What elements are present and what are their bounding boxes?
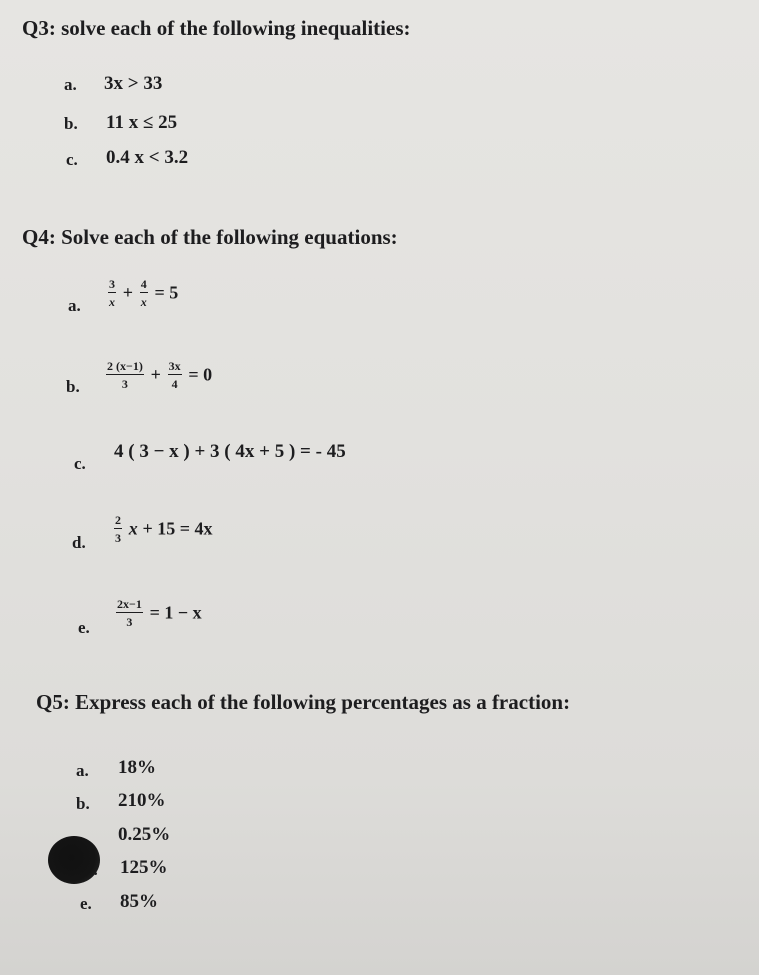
q4-item-b-expr: $\frac{2 (x-1)}{3}$ + $\frac{3x}{4}$ = 0 bbox=[107, 359, 213, 391]
q3-item-a-expr: 3x > 33 bbox=[104, 73, 163, 94]
q3-item-b-label: b. bbox=[64, 114, 78, 133]
q4-item-a-expr: $\frac{3}{x}$ + $\frac{4}{x}$ = 5 bbox=[109, 277, 179, 309]
q5-heading: Q5: Express each of the following percentages as a fraction: bbox=[36, 690, 571, 714]
q4-item-a-label: a. bbox=[68, 296, 81, 315]
q4-b-fraction-2: $\frac{3x}{4}$ bbox=[168, 359, 181, 391]
q4-item-e-expr: $\frac{2x-1}{3}$ = 1 − x bbox=[117, 597, 202, 629]
q4-item-c-expr: 4 ( 3 − x ) + 3 ( 4x + 5 ) = - 45 bbox=[114, 441, 346, 462]
q5-item-a-label: a. bbox=[76, 761, 89, 780]
q4-e-fraction: $\frac{2x-1}{3}$ bbox=[117, 597, 142, 629]
q4-item-b-label: b. bbox=[66, 377, 80, 396]
q4-item-d-expr: $\frac{2}{3}$ x + 15 = 4x bbox=[115, 513, 213, 545]
ink-blot bbox=[48, 836, 100, 884]
q5-item-b-label: b. bbox=[76, 794, 90, 813]
q4-d-fraction: $\frac{2}{3}$ bbox=[115, 513, 121, 545]
q5-item-c-value: 0.25% bbox=[118, 824, 171, 845]
q5-item-a-value: 18% bbox=[118, 757, 156, 778]
q3-item-a-label: a. bbox=[64, 75, 77, 94]
q4-a-fraction-1: $\frac{3}{x}$ bbox=[109, 277, 115, 309]
q3-item-b-expr: 11 x ≤ 25 bbox=[106, 112, 178, 133]
q3-item-c-expr: 0.4 x < 3.2 bbox=[106, 147, 189, 168]
q4-b-fraction-1: $\frac{2 (x-1)}{3}$ bbox=[107, 359, 143, 391]
q4-heading: Q4: Solve each of the following equations: bbox=[22, 225, 398, 249]
q4-item-e-label: e. bbox=[78, 618, 90, 637]
q5-item-b-value: 210% bbox=[118, 790, 166, 811]
q5-item-e-label: e. bbox=[80, 894, 92, 913]
q4-a-fraction-2: $\frac{4}{x}$ bbox=[140, 277, 147, 309]
q3-item-c-label: c. bbox=[66, 150, 78, 169]
q4-item-d-label: d. bbox=[72, 533, 86, 552]
q5-item-e-value: 85% bbox=[120, 891, 158, 912]
q4-item-c-label: c. bbox=[74, 454, 86, 473]
q5-item-d-value: 125% bbox=[120, 857, 168, 878]
q3-heading: Q3: solve each of the following inequalities: bbox=[22, 16, 411, 40]
